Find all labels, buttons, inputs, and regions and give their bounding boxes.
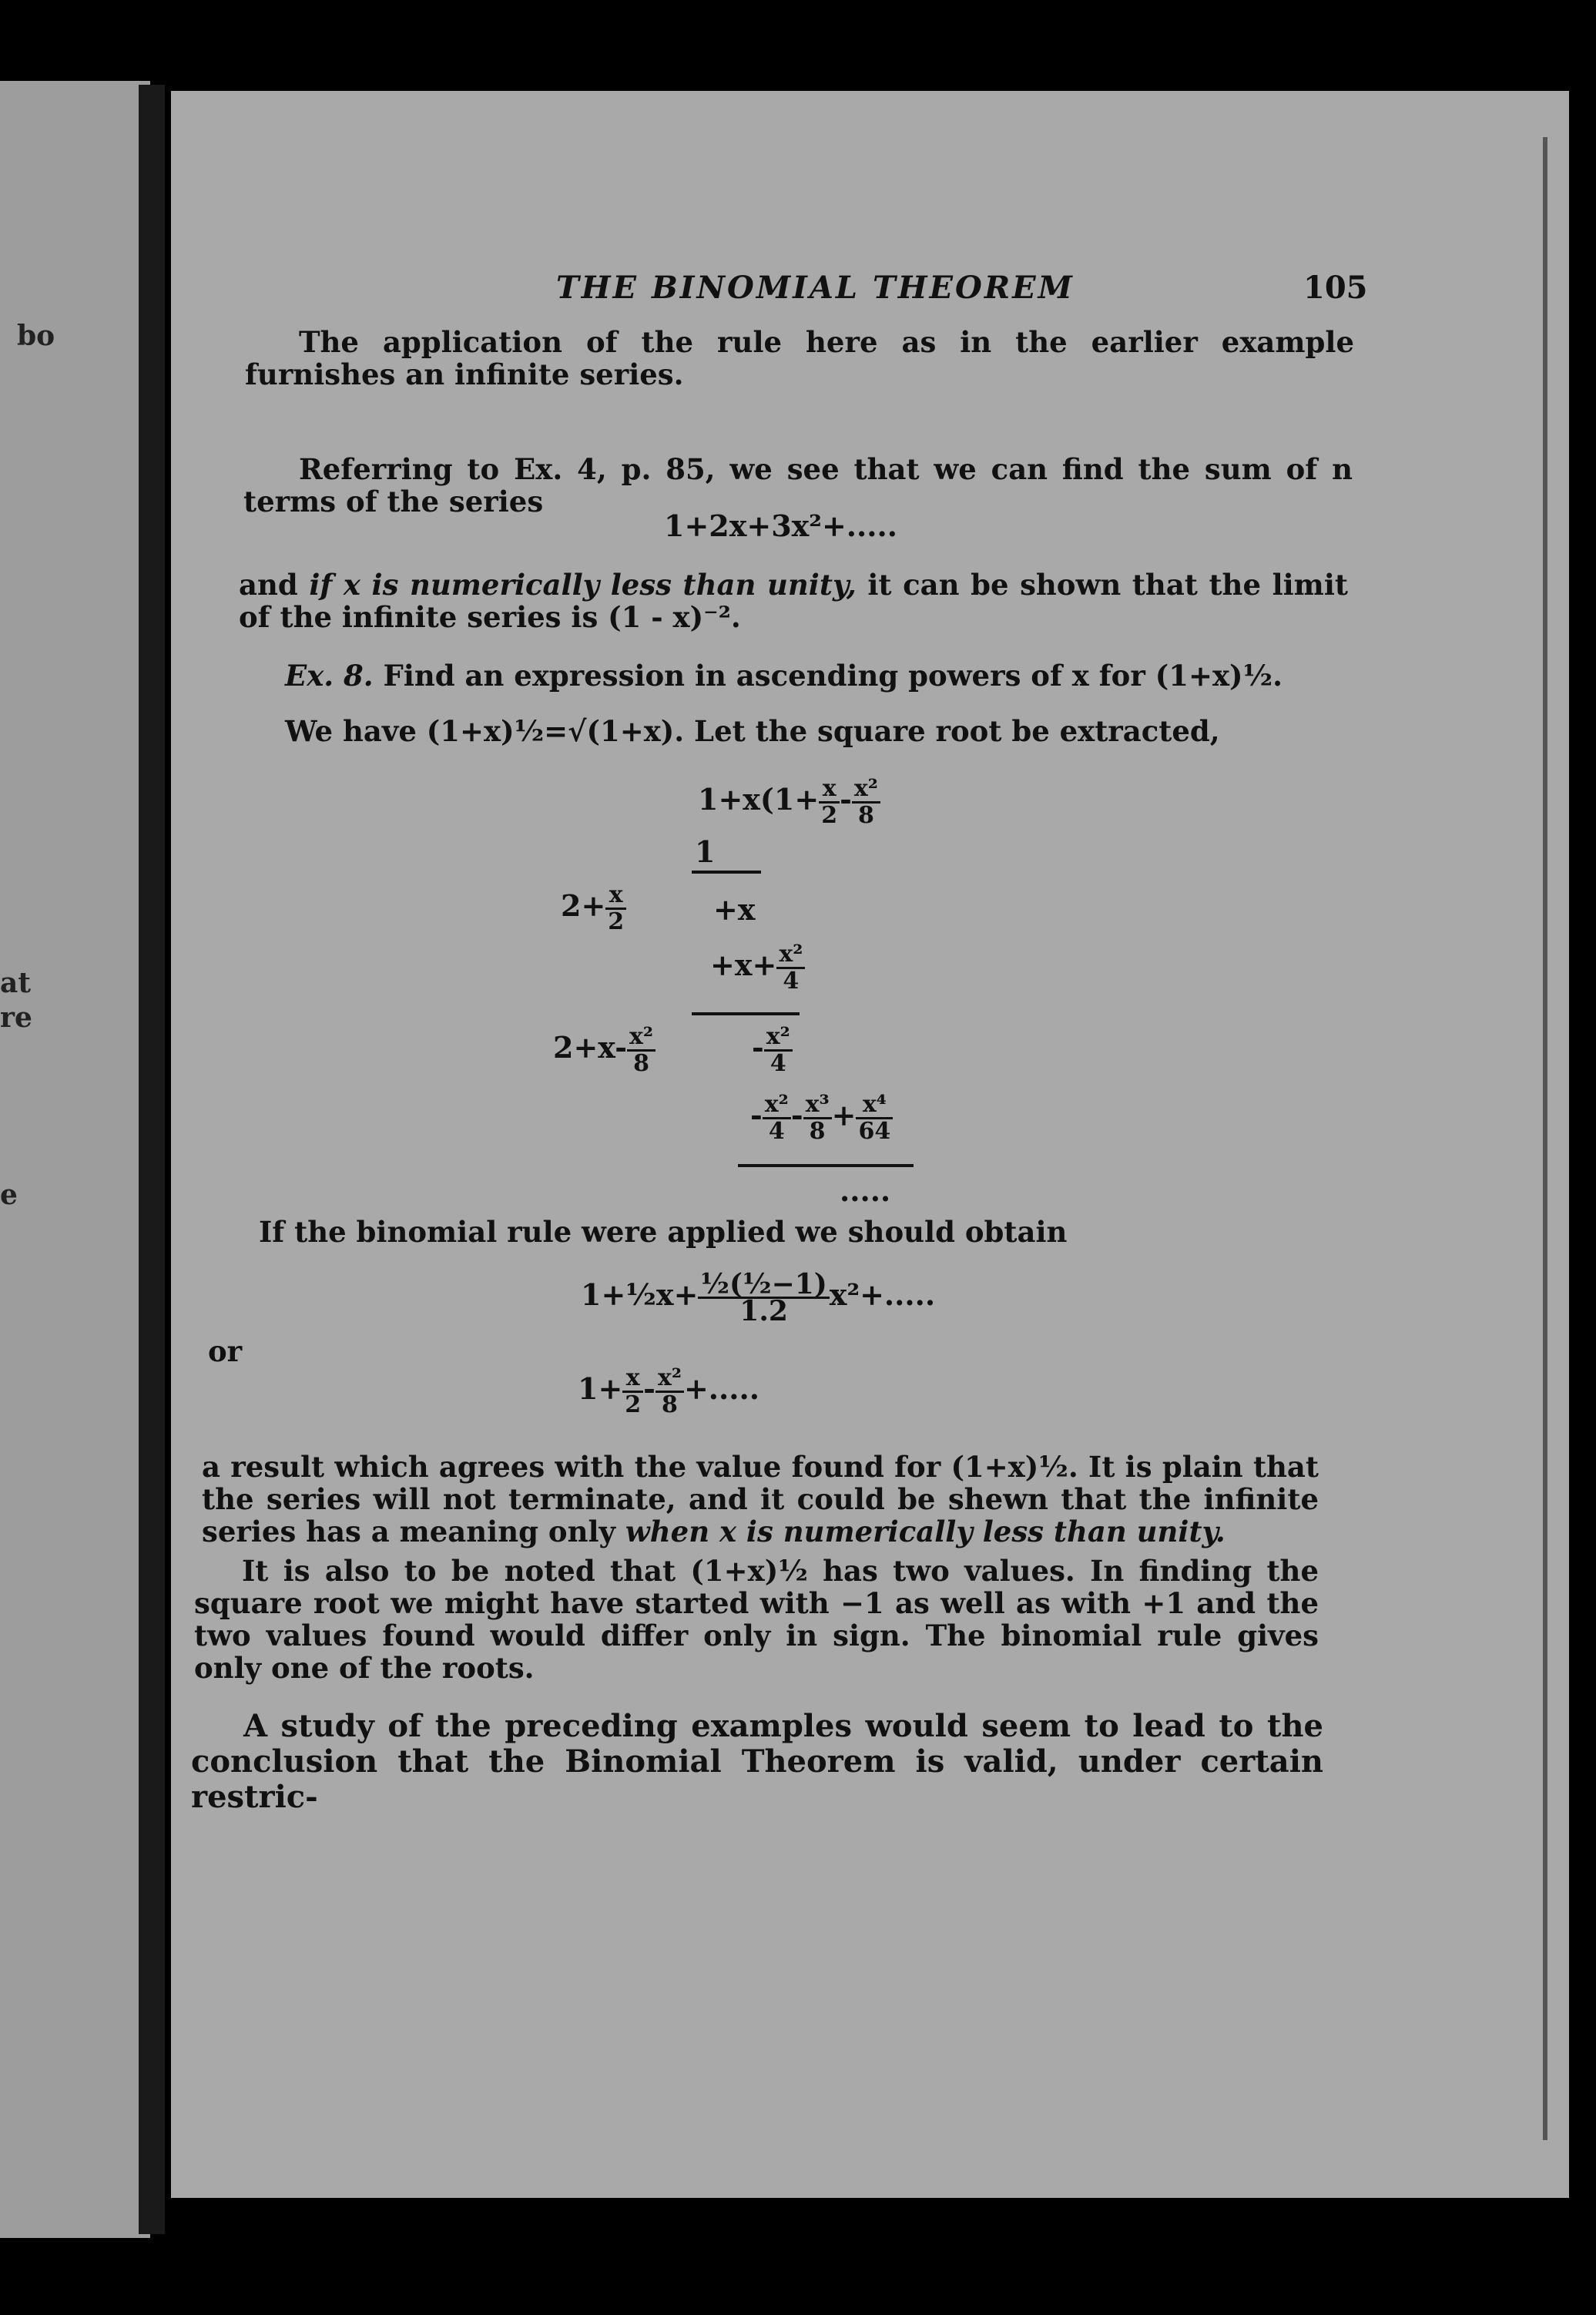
sqrt-divisor-2: 2+x- $\frac{\text{x²}}{8}$ bbox=[553, 1025, 656, 1076]
left-fragment: re bbox=[0, 1001, 32, 1034]
running-head: THE BINOMIAL THEOREM bbox=[556, 270, 1075, 306]
sqrt-remainder: - $\frac{\text{x²}}{4}$ bbox=[752, 1025, 793, 1076]
expansion-2: 1+ $\frac{x}{2}$ - $\frac{\text{x²}}{8}$ +..... bbox=[578, 1364, 759, 1418]
sqrt-plus-x: +x bbox=[713, 892, 756, 927]
example-statement: Ex. 8. Find an expression in ascending powers of x for (1+x)½. bbox=[285, 659, 1282, 693]
sqrt-rule-3 bbox=[738, 1164, 914, 1167]
sqrt-divisor-1: 2+ $\frac{x}{2}$ bbox=[561, 883, 626, 934]
paragraph-1: The application of the rule here as in the earlier example furnishes an infinite series. bbox=[245, 325, 1354, 391]
page-edge-shadow bbox=[1543, 137, 1547, 2140]
page-gutter bbox=[139, 85, 165, 2234]
italic-condition-2: when x is numerically less than unity. bbox=[625, 1515, 1226, 1548]
sqrt-quotient: 1+x(1+ $\frac{x}{2}$ - $\frac{\text{x²}}{8}$ bbox=[698, 777, 880, 828]
paragraph-3: and if x is numerically less than unity, it can be shown that the limit of the infinite series is (1 - x)⁻². bbox=[239, 568, 1348, 634]
paragraph-5: It is also to be noted that (1+x)½ has two values. In finding the square root we might have started with −1 as well as with +1 and the two values found would differ only in sign. The binomial rule gives only one of the roots. bbox=[194, 1554, 1319, 1685]
sqrt-rule-2 bbox=[692, 1012, 800, 1015]
left-fragment: bo bbox=[17, 320, 55, 352]
sqrt-line-3: +x+ $\frac{\text{x²}}{4}$ bbox=[710, 942, 805, 994]
example-label: Ex. 8. bbox=[285, 659, 374, 693]
expansion-1: 1+½x+ $\frac{\text{½(½−1)}}{1.2}$ x²+..... bbox=[581, 1268, 936, 1327]
paragraph-2: Referring to Ex. 4, p. 85, we see that we can find the sum of n terms of the series bbox=[243, 452, 1353, 518]
italic-condition: if x is numerically less than unity, bbox=[309, 568, 857, 602]
page-number: 105 bbox=[1303, 270, 1368, 306]
sqrt-dots: ..... bbox=[840, 1173, 891, 1208]
binomial-intro: If the binomial rule were applied we should obtain bbox=[259, 1215, 1068, 1249]
series-display: 1+2x+3x²+..... bbox=[664, 508, 897, 543]
left-fragment: e bbox=[0, 1179, 18, 1211]
left-fragment: at bbox=[0, 967, 31, 999]
sqrt-last-line: - $\frac{\text{x²}}{4}$ - $\frac{\text{x³}}{8}$ + $\frac{\text{x⁴}}{64}$ bbox=[750, 1092, 893, 1144]
left-page-strip bbox=[0, 81, 150, 2238]
paragraph-4: a result which agrees with the value found for (1+x)½. It is plain that the series will not terminate, and it could be shewn that the infinite series has a meaning only when x is numerically less than unity. bbox=[202, 1450, 1319, 1548]
we-have-line: We have (1+x)½=√(1+x). Let the square root be extracted, bbox=[285, 714, 1220, 748]
paragraph-6: A study of the preceding examples would seem to lead to the conclusion that the Binomial Theorem is valid, under certain restric- bbox=[191, 1708, 1323, 1815]
sqrt-rule-1 bbox=[692, 871, 761, 874]
or-text: or bbox=[208, 1334, 243, 1368]
book-page bbox=[171, 91, 1569, 2198]
sqrt-first-term: 1 bbox=[695, 834, 716, 869]
